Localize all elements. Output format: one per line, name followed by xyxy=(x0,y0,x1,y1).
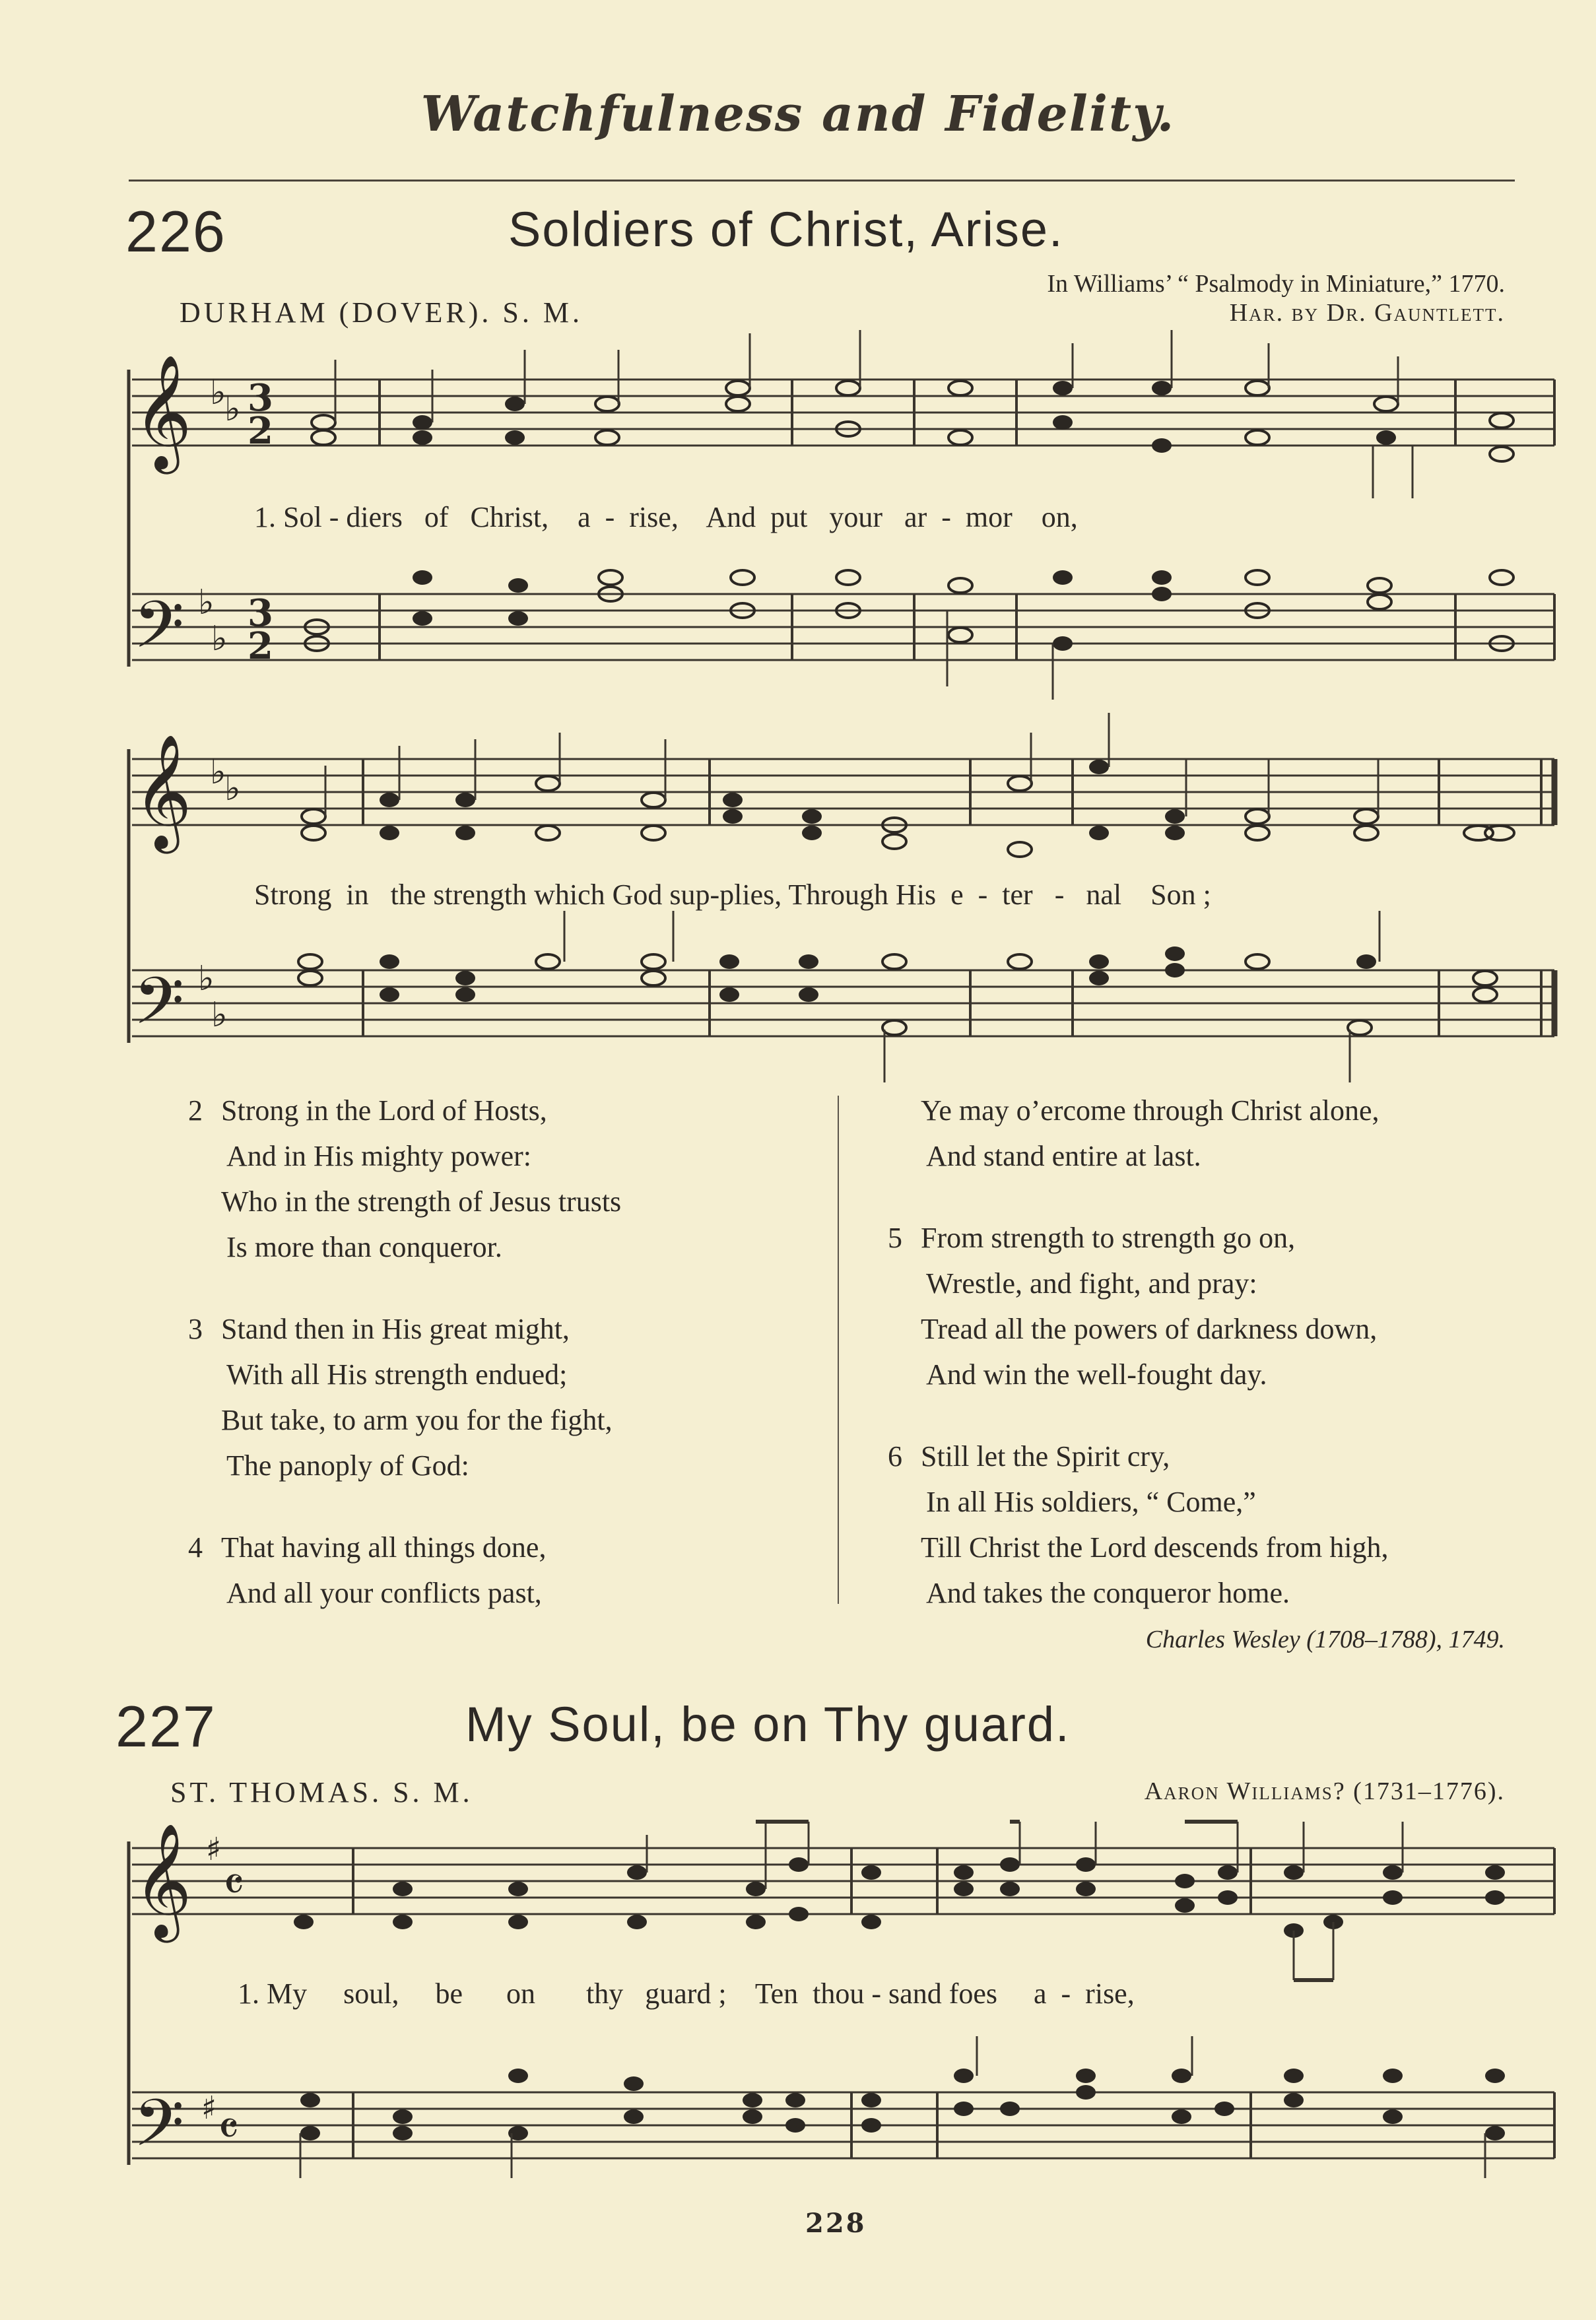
hymn-226-verses-left xyxy=(188,1088,621,1616)
svg-text:♯: ♯ xyxy=(201,2090,217,2127)
treble-clef-icon: 𝄞 xyxy=(133,734,192,849)
section-title: Watchfulness and Fidelity. xyxy=(420,86,1176,143)
verse-line: Tread all the powers of darkness down, xyxy=(921,1313,1378,1345)
verse-line: 5 From strength to strength go on, xyxy=(888,1222,1296,1254)
verse-line: Ye may o’ercome through Christ alone, xyxy=(921,1094,1380,1127)
hymn-226-number: 226 xyxy=(125,199,226,264)
verse-line: 2 Strong in the Lord of Hosts, xyxy=(188,1094,547,1127)
verse-line: But take, to arm you for the fight, xyxy=(221,1404,613,1436)
hymn-227-number: 227 xyxy=(116,1694,216,1759)
svg-text:♭: ♭ xyxy=(198,583,215,622)
verse-line: 3 Stand then in His great might, xyxy=(188,1313,570,1345)
treble-clef-icon: 𝄞 xyxy=(133,354,192,469)
hymn-226-title: Soldiers of Christ, Arise. xyxy=(508,202,1064,257)
verse-line: Till Christ the Lord descends from high, xyxy=(921,1531,1389,1564)
verse-line: With all His strength endued; xyxy=(226,1358,568,1391)
verse-line: And takes the conqueror home. xyxy=(926,1577,1290,1609)
svg-text:♭: ♭ xyxy=(211,995,228,1035)
hymn-227-tune: ST. THOMAS. S. M. xyxy=(170,1776,473,1808)
treble-clef-icon: 𝄞 xyxy=(133,1823,192,1938)
svg-text:3: 3 xyxy=(248,591,273,635)
svg-text:♭: ♭ xyxy=(210,752,226,792)
hymn-226-harmony: Har. by Dr. Gauntlett. xyxy=(1229,299,1505,327)
verse-line: 6 Still let the Spirit cry, xyxy=(888,1440,1170,1473)
svg-text:3: 3 xyxy=(248,376,273,420)
verse-line: And all your conflicts past, xyxy=(226,1577,542,1609)
hymn-227-title: My Soul, be on Thy guard. xyxy=(465,1697,1071,1752)
svg-text:2: 2 xyxy=(248,624,273,668)
common-time-icon: 𝄴 xyxy=(218,2101,240,2156)
svg-text:♭: ♭ xyxy=(224,389,241,429)
verse-line: And stand entire at last. xyxy=(926,1140,1201,1172)
verse-line: Is more than conqueror. xyxy=(226,1231,502,1263)
svg-text:2: 2 xyxy=(248,409,273,453)
page-number: 228 xyxy=(805,2208,867,2239)
hymn-227-composer: Aaron Williams? (1731–1776). xyxy=(1144,1777,1505,1805)
column-divider xyxy=(838,1096,839,1604)
hymn-226-lyrics-line-2: Strong in the strength which God sup-plies, Through His e - ter - nal Son ; xyxy=(254,878,1211,911)
verse-line: In all His soldiers, “ Come,” xyxy=(926,1486,1256,1518)
hymn-226-tune: DURHAM (DOVER). S. M. xyxy=(180,296,583,329)
svg-text:♭: ♭ xyxy=(210,373,226,413)
svg-text:♭: ♭ xyxy=(211,619,228,659)
hymn-226-author: Charles Wesley (1708–1788), 1749. xyxy=(1145,1626,1505,1653)
verse-line: And in His mighty power: xyxy=(226,1140,531,1172)
hymn-227-lyrics-line-1: 1. My soul, be on thy guard ; Ten thou - sand foes a - rise, xyxy=(238,1977,1135,2010)
verse-line: The panoply of God: xyxy=(226,1449,469,1482)
svg-text:♭: ♭ xyxy=(198,959,215,999)
svg-text:♯: ♯ xyxy=(206,1831,222,1868)
verse-line: 4 That having all things done, xyxy=(188,1531,547,1564)
verse-line: Who in the strength of Jesus trusts xyxy=(221,1185,622,1218)
common-time-icon: 𝄴 xyxy=(223,1857,245,1912)
bass-clef-icon: 𝄢 xyxy=(133,587,185,679)
bass-clef-icon: 𝄢 xyxy=(133,2086,185,2177)
verse-line: And win the well-fought day. xyxy=(926,1358,1267,1391)
verse-line: Wrestle, and fight, and pray: xyxy=(926,1267,1257,1300)
hymn-226-source: In Williams’ “ Psalmody in Miniature,” 1770. xyxy=(1047,270,1505,298)
bass-clef-icon: 𝄢 xyxy=(133,964,185,1055)
hymn-226-lyrics-line-1: 1. Sol - diers of Christ, a - rise, And put your ar - mor on, xyxy=(254,501,1078,533)
hymn-226-verses-right xyxy=(888,1088,1388,1616)
svg-text:♭: ♭ xyxy=(224,769,241,809)
